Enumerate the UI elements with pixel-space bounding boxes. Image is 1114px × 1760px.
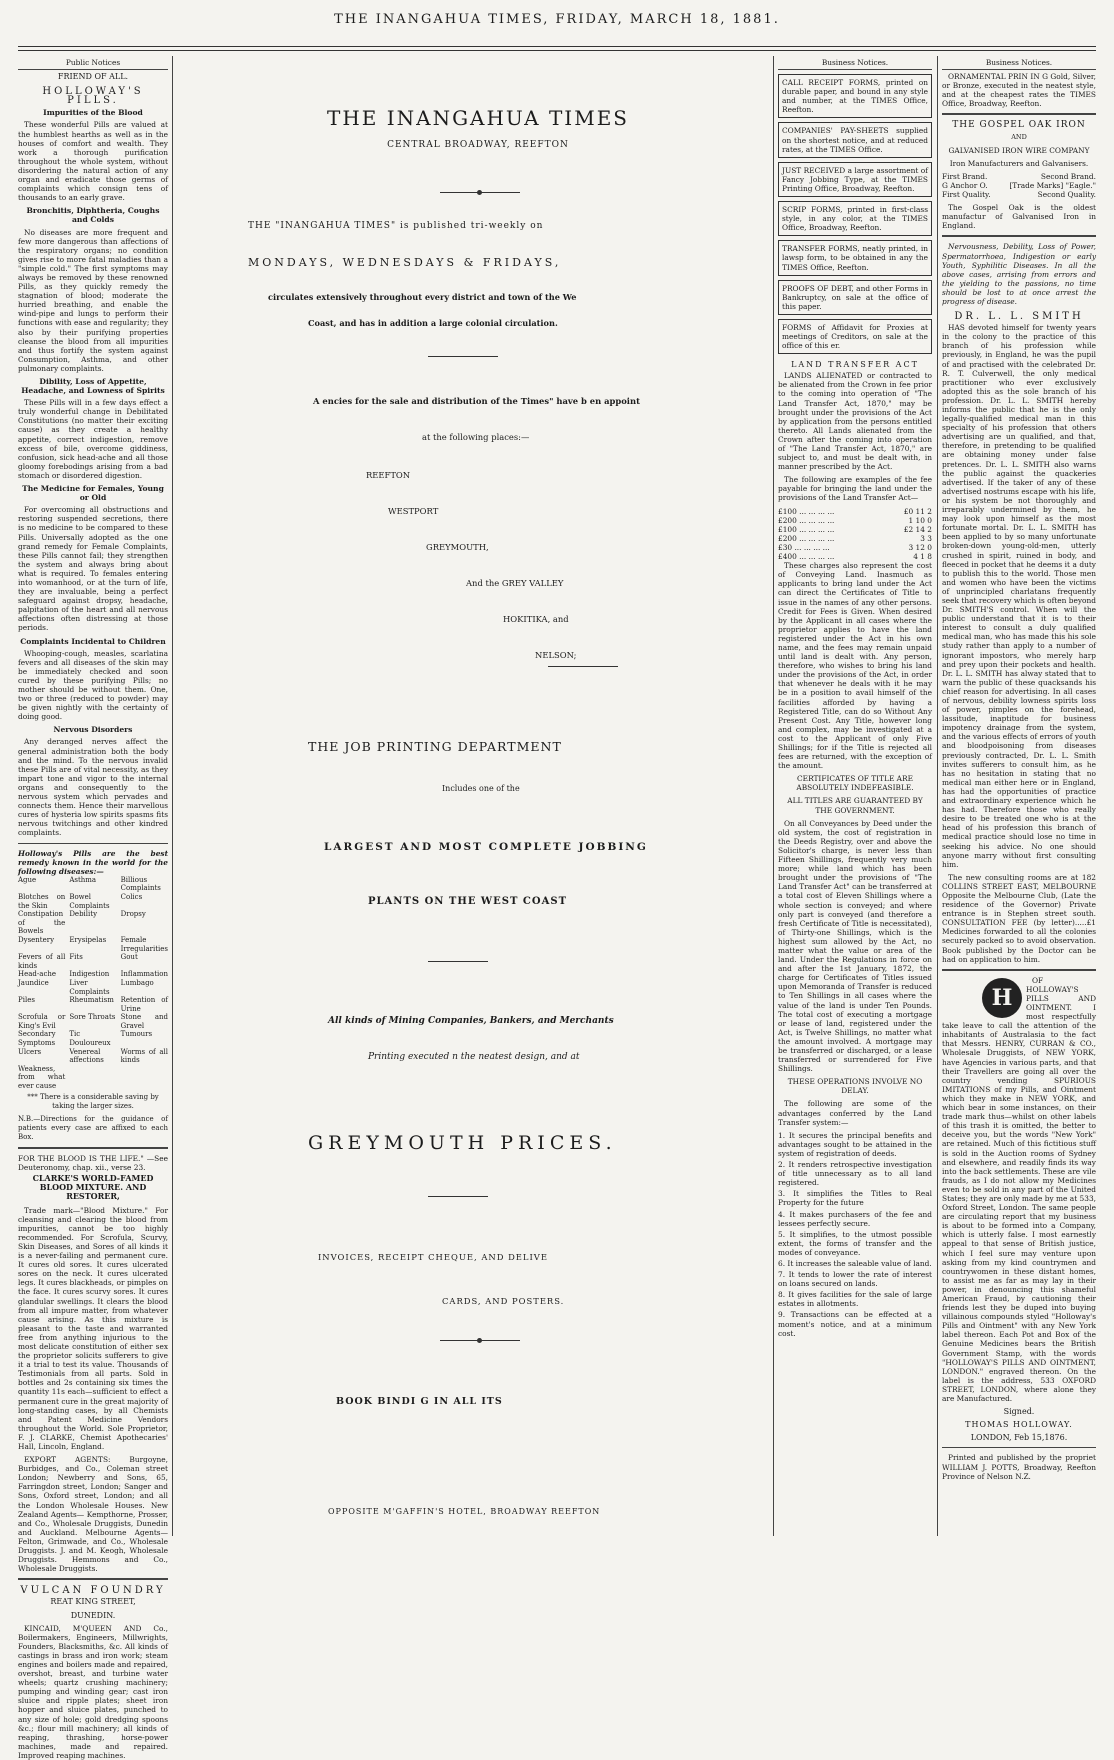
place-reefton: REEFTON [366,470,411,480]
holloway-seal: H [982,978,1022,1018]
divider [428,961,488,962]
fee-row [778,543,932,552]
column-public-notices [18,56,168,1760]
advantage-item: 3. It simplifies the Titles to Real Property for the future [778,1189,932,1208]
vulcan-title: VULCAN FOUNDRY [20,1585,166,1597]
divider [942,1447,1096,1448]
place-grey-valley: And the GREY VALLEY [466,578,564,588]
fee-row [778,525,932,534]
advantage-item: 5. It simplifies, to the utmost possible extent, the forms of transfer and the modes of conveyance. [778,1229,932,1257]
disease-item: Lumbago [120,978,154,987]
land-paragraph: On all Conveyances by Deed under the old system, the cost of registration in the Deeds Registry, over and above the Solicitor's charge, is never less than Fifteen Shillings, frequently very much more; while land which has been brought under the provisions of "The Land Transfer Act" can be transferred at a total cost of Eleven Shillings where a whole section is conveyed; and where only part is conveyed (and therefore a fresh Certificate of Title is necessitated), of Thirty-one Shillings, which is the highest sum allowed by the Act, no matter what the value or area of the land. Under the Regulations in force on and after the 1st January, 1872, the charge for Certificates of Titles issued upon Memoranda of Transfer is reduced to Ten Shillings in all cases where the value of the land is under Ten Pounds. The total cost of executing a mortgage or lease of land, registered under the Act, is Twelve Shillings, no matter what the amount involved. A mortgage may be transferred or discharged, or a lease transferred or surrendered for Five Shillings. [778,818,932,1074]
divider [18,843,168,844]
kincaid-paragraph: KINCAID, M'QUEEN AND Co., Boilermakers, Engineers, Millwrights, Founders, Blacksmiths, &c. All kinds of castings in brass and iron work; steam engines and boilers made and repaired, overshot, breast, and turbine water wheels; quartz crushing machinery; pumping and winding gear; cast iron sluice and ripple plates; sheet iron hopper and sluice plates, punched to any size of hole; gold dredging spoons &c.; flour mill machinery; all kinds of reaping, thrashing, horse-power machines, made and repaired. Improved reaping machines. [18,1623,168,1760]
advantages-list [778,1131,932,1338]
disease-item: Secondary Symptoms [18,1030,56,1048]
gospel-tagline: Iron Manufacturers and Galvanisers. [949,158,1089,168]
disease-item: Blotches on the Skin [18,892,66,910]
fee-value: £0 11 2 [903,506,932,516]
disease-item: Sore Throats [69,1013,116,1022]
paper-address: CENTRAL BROADWAY, REEFTON [387,140,569,150]
holloway-paragraph: These Pills will in a few days effect a truly wonderful change in Debilitated Constitutions (no matter their exciting cause) as they create a healthy appetite, correct indigestion, remove excess of bile, overcome giddiness, confusion, sick head-ache and all those gloomy forebodings arising from a bad stomach or disordered digestion. [18,398,168,480]
disease-item: Head-ache [18,970,57,979]
holloway-paragraph: Any deranged nerves affect the general administration both the body and the mind. To the nervous invalid these Pills are of vital necessity, as they impart tone and vigor to the internal organs and consequently to the nervous system which pervades and connects them. Hence their marvellous cures of hysteria low spirits spasms fits nervous twitchings and other kindred complaints. [18,737,168,838]
advantage-item: 4. It makes purchasers of the fee and lessees perfectly secure. [778,1209,932,1228]
disease-item: Stone and Gravel [120,1013,168,1030]
fee-row [778,534,932,543]
affidavit-ad: FORMS of Affidavit for Proxies at meetings of Creditors, on sale at the office of this er. [778,319,932,354]
imprint: Printed and published by the propriet WILLIAM J. POTTS, Broadway, Reefton Province of Nelson N.Z. [942,1453,1096,1481]
land-paragraph: LANDS ALIENATED or contracted to be alienated from the Crown in fee prior to the coming into operation of "The Land Transfer Act, 1870," may be brought under the provisions of the Act by application from the persons entitled thereto. All Lands alienated from the Crown after the coming into operation of "The Land Transfer Act, 1870," are subject to, and must be dealt with, in manner prescribed by the Act. [778,371,932,472]
section-header: Public Notices [18,58,168,70]
invoices-line: INVOICES, RECEIPT CHEQUE, AND DELIVE [318,1252,548,1262]
disease-item: Venereal affections [69,1047,104,1065]
ornamental-printing-ad: ORNAMENTAL PRIN IN G Gold, Silver, or Bronze, executed in the neatest style, and at the cheapest rates the TIMES Office, Broadway, Reefton. [942,72,1096,109]
land-paragraph: The following are examples of the fee payable for bringing the land under the provisions of the Land Transfer Act— [778,475,932,503]
nervousness-paragraph: Nervousness, Debility, Loss of Power, Spermatorrhoea, Indigestion or early Youth, Syphilitic Diseases. In all the above cases, arrising from errors and the yielding to the passions, no time should be lost to at once arrest the progress of disease. [942,242,1096,306]
plants-line: PLANTS ON THE WEST COAST [368,896,568,907]
disease-item: Retention of Urine [120,996,168,1013]
disease-item: Fevers of all kinds [18,953,66,970]
brand-label: Second Brand. [1040,171,1096,181]
children-heading: Complaints Incidental to Children [20,636,166,646]
brand-label: [Trade Marks] "Eagle." [1009,180,1096,190]
disease-item: Female Irregularities [120,935,168,953]
operations-heading: THESE OPERATIONS INVOLVE NO DELAY. [787,1077,923,1096]
disease-item: Indigestion [69,970,110,979]
place-westport: WESTPORT [388,506,439,516]
divider [548,666,618,667]
fee-value: 3 3 [920,533,932,543]
disease-item: Scrofula or King's Evil [18,1013,66,1030]
debility-heading: Dibility, Loss of Appetite, Headache, and Lowness of Spirits [21,377,165,396]
column-inangahua-times [178,56,778,1536]
fee-label: £200 ... ... ... ... [778,533,835,543]
gospel-paragraph: The Gospel Oak is the oldest manufactur of Galvanised Iron in England. [942,203,1096,231]
holloway-paragraph: These wonderful Pills are valued at the humblest hearths as well as in the houses of comfort and wealth. They work a thorough purification throughout the whole system, without disordering the natural action of any organ and eradicate those germs of complaints which consign tens of thousands to an early grave. [18,120,168,203]
disease-item: Rheumatism [69,996,114,1005]
advantage-item: 1. It secures the principal benefits and advantages sought to be attained in the system of registration of deeds. [778,1130,932,1158]
disease-item: Tumours [120,1030,153,1039]
brands-left [942,172,991,199]
vulcan-street: REAT KING STREET, [50,1597,136,1607]
disease-item: Colics [120,892,143,901]
disease-item: Debility [69,910,98,919]
disease-item: Worms of all kinds [120,1047,168,1065]
masthead-rule [18,46,1096,51]
ornamental-divider [440,1340,520,1341]
advantage-item: 9. Transactions can be effected at a moment's notice, and at a minimum cost. [778,1310,932,1338]
vulcan-city: DUNEDIN. [70,1610,116,1620]
diseases-list [18,876,168,1091]
fee-table [778,507,932,562]
prices-heading: GREYMOUTH PRICES. [308,1132,617,1154]
masthead-title: THE INANGAHUA TIMES, FRIDAY, MARCH 18, 1881. [334,12,780,27]
guaranteed-heading: ALL TITLES ARE GUARANTEED BY THE GOVERNMENT. [787,796,923,815]
brands-right [1009,172,1096,199]
fee-row [778,552,932,561]
advantage-item: 8. It gives facilities for the sale of large estates in allotments. [778,1290,932,1309]
fee-value: £2 14 2 [903,524,932,534]
published-line: THE "INANGAHUA TIMES" is published tri-weekly on [248,221,544,231]
brand-label: First Quality. [942,190,991,200]
disease-item: Dropsy [120,910,146,919]
fee-label: £400 ... ... ... ... [778,552,835,562]
land-paragraph: These charges also represent the cost of Conveying Land. Inasmuch as applicants to bring land under the Act can direct the Certificates of Title to issue in the names of any other persons. Credit for Fees is Given. When desired by the Applicant in all cases where the proprietor applies to have the land registered under the Act in his own name, and the fees may remain unpaid until land is dealt with. Any person, therefore, who wishes to bring his land under the provisions of the Act, in order that whenever he deals with it he may be in a position to avail himself of the facilities afforded by having a Registered Title, can do so Without Any Present Cost. Any Title, however long and complex, may be investigated at a cost to the Applicant of only Five Shillings; for if the Title is rejected all fees are returned, with the exception of the amount. [778,561,932,771]
printing-line: Printing executed n the neatest design, and at [368,1052,580,1062]
disease-item: Jaundice [18,978,49,987]
paper-title: THE INANGAHUA TIMES [326,106,629,130]
fee-value: 3 12 0 [908,542,932,552]
clarke-heading: CLARKE'S WORLD-FAMED BLOOD MIXTURE. AND RESTORER, [32,1173,154,1202]
gospel-oak-title: THE GOSPEL OAK IRON [952,120,1086,131]
fee-row [778,507,932,516]
advantages-intro: The following are some of the advantages conferred by the Land Transfer system:— [778,1099,932,1127]
holloway-caution-paragraph: OF HOLLOWAY'S PILLS AND OINTMENT. I most respectfully take leave to call the attention of the inhabitants of Australasia to the fact that Messrs. HENRY, CURRAN & CO., Wholesale Druggists, of NEW YORK, have Agencies in various parts, and that their Travellers are going all over the country vending SPURIOUS IMITATIONS of my Pills, and Ointment which they make in NEW YORK, and which bear in some instances, on their trade mark thus—whilst on other labels of this trash it is omitted, the better to deceive you, but the words "New York" are retained. Much of this fictitious stuff is sold in the Auction rooms of Sydney and elsewhere, and readily finds its way into the back settlements. These are vile frauds, as I do not allow my Medicines even to be sold in any part of the United States; they are only made by me at 533, Oxford Street, London. The same people are circulating report that my business is about to be formed into a Company, which is utterly false. I most earnestly appeal to that sense of British justice, which I feel sure may venture upon asking from my kind countrymen and countrywomen in these distant homes, to assist me as far as may lay in their power, in denouncing this shameful American Fraud, by cautioning their friends lest they be duped into buying villainous compounds styled "Holloway's Pills and Ointment" with any New York label thereon. Each Pot and Box of the Genuine Medicines bears the British Government Stamp, with the words "HOLLOWAY'S PILLS AND OINTMENT, LONDON." engraved thereon. On the label is the address, 533 OXFORD STREET, LONDON, where alone they are Manufactured. [942,975,1096,1404]
holloway-title: HOLLOWAY'S PILLS. [42,86,144,107]
column-divider [937,56,938,1536]
disease-item: Gout [120,953,138,962]
brand-label: First Brand. [942,171,988,181]
coast-line: Coast, and has in addition a large colonial circulation. [308,318,558,328]
divider [428,356,498,357]
females-heading: The Medicine for Females, Young or Old [22,484,164,503]
fee-value: 4 1 8 [913,552,932,562]
disease-item: Ulcers [18,1047,42,1056]
holloway-paragraph: No diseases are more frequent and few more dangerous than affections of the respiratory organs; no condition gives rise to more fatal maladies than a "simple cold." The first symptoms may always be removed by these renowned Pills, as they quickly remedy the stagnation of blood; moderate the hurried breathing, and enable the wind-pipe and lungs to perform their functions with ease and regularity; they also by their purifying properties cleanse the blood from all impurities and thus fortify the system against Consumption, Asthma, and other pulmonary complaints. [18,227,168,373]
land-transfer-title: LAND TRANSFER ACT [791,360,919,370]
disease-item: Bowel Complaints [69,892,110,910]
brand-label: G Anchor O. [942,180,988,190]
section-header: Business Notices. [942,58,1096,70]
proofs-of-debt-ad: PROOFS OF DEBT, and other Forms in Bankruptcy, on sale at the office of this paper. [778,280,932,315]
mining-line: All kinds of Mining Companies, Bankers, and Merchants [328,1016,614,1026]
letter-date: LONDON, Feb 15,1876. [970,1433,1068,1443]
disease-item: Ague [18,875,37,884]
agents-paragraph: EXPORT AGENTS: Burgoyne, Burbidges, and Co., Coleman street London; Newberry and Sons, 65, Farringdon street, London; Sanger and Sons, Oxford street, London; and all the London Wholesale Houses. New Zealand Agents— Kempthorne, Prosser, and Co., Wholesale Druggists, Dunedin and Auckland. Melbourne Agents— Felton, Grimwade, and Co., Wholesale Druggists. J. and M. Keogh, Wholesale Druggists. Hemmons and Co., Wholesale Druggists. [18,1455,168,1574]
fee-label: £100 ... ... ... ... [778,524,835,534]
disease-item: Fits [69,953,83,962]
dr-smith-paragraph: HAS devoted himself for twenty years in the colony to the practice of this branch of his profession while previously, in England, he was the pupil of and practised with the celebrated Dr. R. T. Culverwell, the only medical practitioner who ever exclusively adopted this as the sole branch of his profession. Dr. L. L. SMITH hereby informs the public that he is the only legally-qualified medical man in this specialty of his profession that others advertising are un qualified, and that, therefore, in pretending to be qualified are obtaining money under false pretences. Dr. L. L. SMITH also warns the public against the quackeries advertised. If the taker of any of these advertised nostrums escape with his life, or his system be not thoroughly and irreparably undermined by them, he may look upon himself as the most fortunate mortal. Dr. L. L. SMITH has been applied to by so many unfortunate broken-down young-old-men, utterly crushed in spirit, ruined in body, and fleeced in pocket that he deems it a duty to publish this to the world. Those men and women who have been the victims of unprincipled charlatans frequently seek that recovery which is often beyond Dr. SMITH'S control. When will the public understand that it is to their interest to consult a duly qualified medical man, who has made this his sole study rather than apply to a number of ignorant impostors, who merely harp and prey upon their pockets and health. Dr. L. L. SMITH has alway stated that to warn the public of these quacksands his chief reason for advertising. In all cases of nervous, debility lowness spirits loss of power, pimples on the forehead, lassitude, inaptitude for business impotency drainage from the system, and the various effects of errors of youth and bloodpoisoning from diseases previously contracted, Dr. L. L. Smith invites sufferers to consult him, as he has no hesitation in stating that no medical man either here or in England, has had the opportunities of practice and extraordinary experience which he has had. Therefore those who really desire to be treated one who is at the head of his profession this branch of medical practice should lose no time in seeking his advice. No one should anyone marry without first consulting him. [942,323,1096,869]
advantage-item: 2. It renders retrospective investigation of title unnecessary as to all land registered. [778,1160,932,1188]
disease-item: Constipation of the Bowels [18,910,66,936]
circulation-line: circulates extensively throughout every district and town of the We [268,292,577,302]
agencies-line: A encies for the sale and distribution of the Times" have b en appoint [313,396,640,406]
column-business-notices [778,56,932,1536]
saving-note: *** There is a considerable saving by taking the larger sizes. [27,1092,159,1110]
disease-item: Erysipelas [69,935,107,944]
clarke-paragraph: Trade mark—"Blood Mixture." For cleansing and clearing the blood from impurities, cannot be too highly recommended. For Scrofula, Scurvy, Skin Diseases, and Sores of all kinds it is a never-failing and permanent cure. It cures old sores. It cures ulcerated sores on the neck. It cures ulcerated legs. It cures blackheads, or pimples on the face. It cures scurvy sores. It cures glandular swellings. It clears the blood from all impure matter, from whatever cause arising. As this mixture is pleasant to the taste and warranted free from anything injurious to the most delicate constitution of either sex the proprietor solicits sufferers to give it a trial to test its value. Thousands of Testimonials from all parts. Sold in bottles and 2s containing six times the quantity 11s each—sufficient to effect a permanent cure in the great majority of long-standing cases, by all Chemists and Patent Medicine Vendors throughout the World. Sole Proprietor, F. J. CLARKE, Chemist Apothecaries' Hall, Lincoln, England. [18,1205,168,1451]
publication-days: MONDAYS, WEDNESDAYS & FRIDAYS, [248,256,562,269]
divider [18,1578,168,1580]
brands-table [942,172,1096,199]
advantage-item: 6. It increases the saleable value of land. [778,1258,932,1268]
masthead [0,0,1114,40]
dr-smith-title: DR. L. L. SMITH [954,311,1084,323]
places-intro: at the following places:— [422,432,530,442]
job-printing-heading: THE JOB PRINTING DEPARTMENT [308,739,562,754]
fee-label: £30 ... ... ... ... [778,542,830,552]
column-business-notices-2 [942,56,1096,1536]
holloway-paragraph: For overcoming all obstructions and restoring suspended secretions, there is no medicine to be compared to these Pills. Universally adopted as the one grand remedy for Female Complaints, these Pills cannot fail; they strengthen the system and always bring about what is required. To females entering into womanhood, or at the turn of life, they are invaluable, being a perfect safeguard against dropsy, headache, palpitation of the heart and all nervous affections often distressing at those periods. [18,505,168,633]
divider [18,1147,168,1149]
call-receipt-ad: CALL RECEIPT FORMS, printed on durable paper, and bound in any style and number, at the TIMES Office, Reefton. [778,74,932,118]
signature: THOMAS HOLLOWAY. [965,1420,1073,1430]
disease-item: Dysentery [18,935,55,944]
disease-item: Inflammation [120,970,168,979]
place-greymouth: GREYMOUTH, [426,542,489,552]
ornamental-divider [440,192,520,193]
signed-label: Signed. [1003,1407,1035,1417]
book-binding-line: BOOK BINDI G IN ALL ITS [336,1396,503,1407]
opposite-line: OPPOSITE M'GAFFIN'S HOTEL, BROADWAY REEFTON [328,1507,601,1516]
brand-label: Second Quality. [1037,190,1096,200]
divider [942,235,1096,237]
place-nelson: NELSON; [535,650,577,660]
remedy-heading: Holloway's Pills are the best remedy known in the world for the following diseases:— [18,848,168,876]
holloway-paragraph: Whooping-cough, measles, scarlatina fevers and all diseases of the skin may be immediately checked and soon cured by these purifying Pills; no mother should be without them. One, two or three (reduced to powder) may be given nightly with the certainty of doing good. [18,648,168,722]
fee-row [778,516,932,525]
pay-sheets-ad: COMPANIES' PAY-SHEETS supplied on the shortest notice, and at reduced rates, at the TIMES Office. [778,122,932,157]
divider [942,113,1096,115]
transfer-forms-ad: TRANSFER FORMS, neatly printed, in lawsp form, to be obtained in any the TIMES Office, Reefton. [778,240,932,275]
advantage-item: 7. It tends to lower the rate of interest on loans secured on lands. [778,1270,932,1289]
impurities-heading: Impurities of the Blood [43,108,143,118]
place-hokitika: HOKITIKA, and [503,614,569,624]
gospel-and: AND [1011,132,1027,141]
fee-label: £100 ... ... ... ... [778,506,835,516]
cards-line: CARDS, AND POSTERS. [442,1296,565,1306]
disease-item: Piles [18,996,35,1005]
gospel-subtitle: GALVANISED IRON WIRE COMPANY [948,145,1090,155]
nervous-heading: Nervous Disorders [53,725,133,735]
certificates-heading: CERTIFICATES OF TITLE ARE ABSOLUTELY INDEFEASIBLE. [796,774,914,793]
section-header: Business Notices. [778,58,932,70]
blood-life-heading: FOR THE BLOOD IS THE LIFE." —See Deuteronomy, chap. xii., verse 23. [18,1154,168,1173]
nb-note: N.B.—Directions for the guidance of patients every case are affixed to each Box. [18,1114,168,1141]
consult-paragraph: The new consulting rooms are at 182 COLLINS STREET EAST, MELBOURNE Opposite the Melbourne Club, (Late the residence of the Governor) Private entrance is in Stephen street south. CONSULTATION FEE (by letter).....£1 Medicines forwarded to all the colonies securely packed so to avoid observation. Book published by the Doctor can be had on application to him. [942,872,1096,964]
includes-line: Includes one of the [442,784,520,793]
bronchitis-heading: Bronchitis, Diphtheria, Coughs and Colds [26,206,160,225]
disease-item: Liver Complaints [69,978,110,996]
disease-item: Asthma [69,875,97,884]
scrip-forms-ad: SCRIP FORMS, printed in first-class style, in any color, at the TIMES Office, Broadway, Reefton. [778,201,932,236]
divider [942,969,1096,971]
fee-label: £200 ... ... ... ... [778,515,835,525]
friend-heading: FRIEND OF ALL. [57,72,129,82]
fancy-type-ad: JUST RECEIVED a large assortment of Fancy Jobbing Type, at the TIMES Printing Office, Broadway, Reefton. [778,162,932,197]
disease-item: Weakness, from what ever cause [18,1064,66,1091]
disease-item: Billious Complaints [120,875,161,893]
largest-line: LARGEST AND MOST COMPLETE JOBBING [324,841,648,853]
disease-item: Tic Douloureux [69,1030,111,1048]
fee-value: 1 10 0 [908,515,932,525]
divider [428,1196,488,1197]
column-divider [172,56,173,1536]
